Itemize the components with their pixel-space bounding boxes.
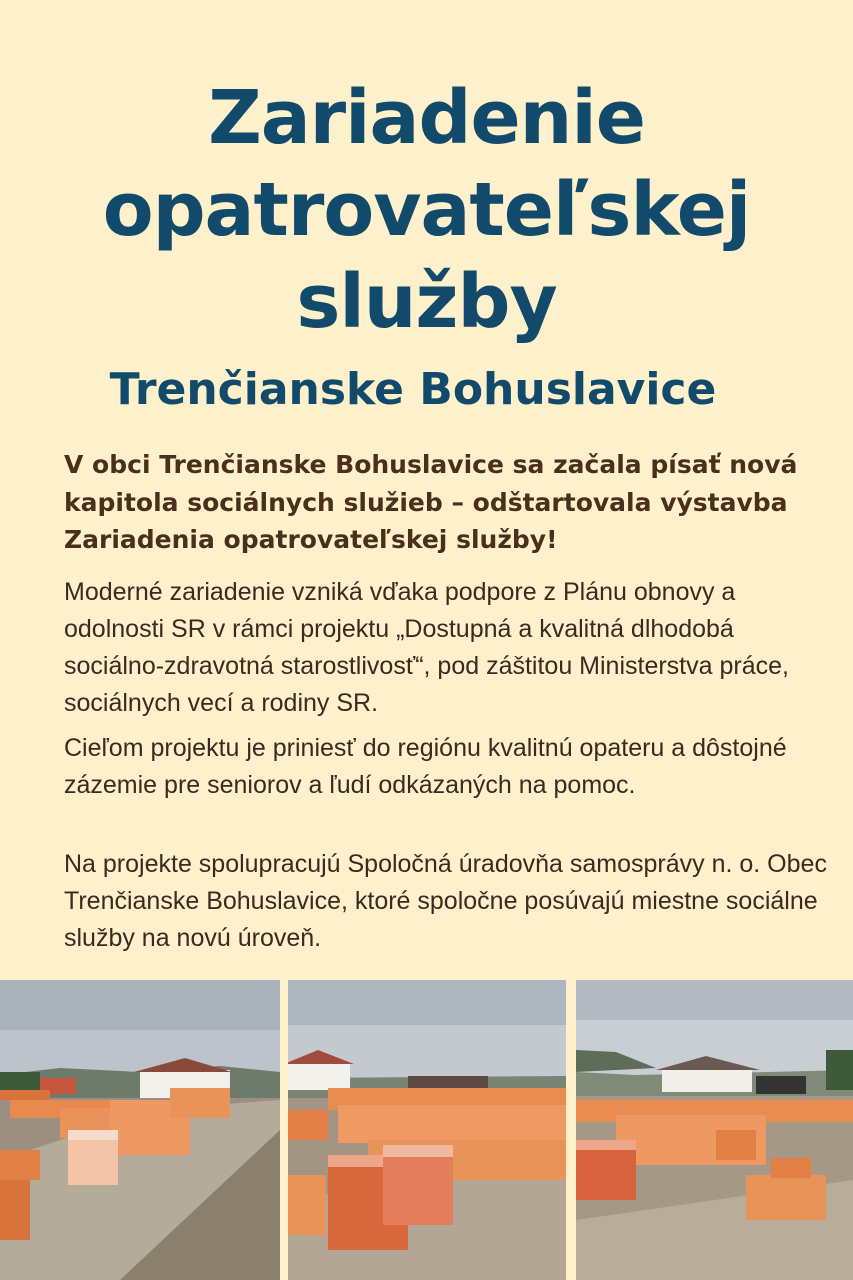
body-paragraph: Moderné zariadenie vzniká vďaka podpore z Plánu obnovy a odolnosti SR v rámci projektu „Dostupná a kvalitná dlhodobá sociálno-zdravotná starostlivosť“, pod záštitou Ministerstva práce, sociálnych vecí a rodiny SR.	[64, 578, 789, 717]
lead-paragraph: V obci Trenčianske Bohuslavice sa začala písať nová kapitola sociálnych služieb – odštartovala výstavba Zariadenia opatrovateľskej služby!	[64, 450, 798, 554]
construction-photo-3	[576, 980, 853, 1280]
body-paragraph: Cieľom projektu je priniesť do regiónu kvalitnú opateru a dôstojné zázemie pre seniorov a ľudí odkázaných na pomoc.	[64, 734, 787, 799]
construction-photo-1	[0, 980, 280, 1280]
poster-subtitle: Trenčianske Bohuslavice	[109, 364, 717, 415]
title-line: opatrovateľskej	[102, 167, 751, 253]
construction-photo-2	[288, 980, 566, 1280]
title-line: Zariadenie	[208, 75, 645, 161]
title-line: služby	[296, 259, 557, 345]
poster-title	[0, 72, 853, 348]
body-paragraph: Na projekte spolupracujú Spoločná úradovňa samosprávy n. o. Obec Trenčianske Bohuslavice, ktoré spoločne posúvajú miestne sociálne služby na novú úroveň.	[64, 850, 827, 952]
